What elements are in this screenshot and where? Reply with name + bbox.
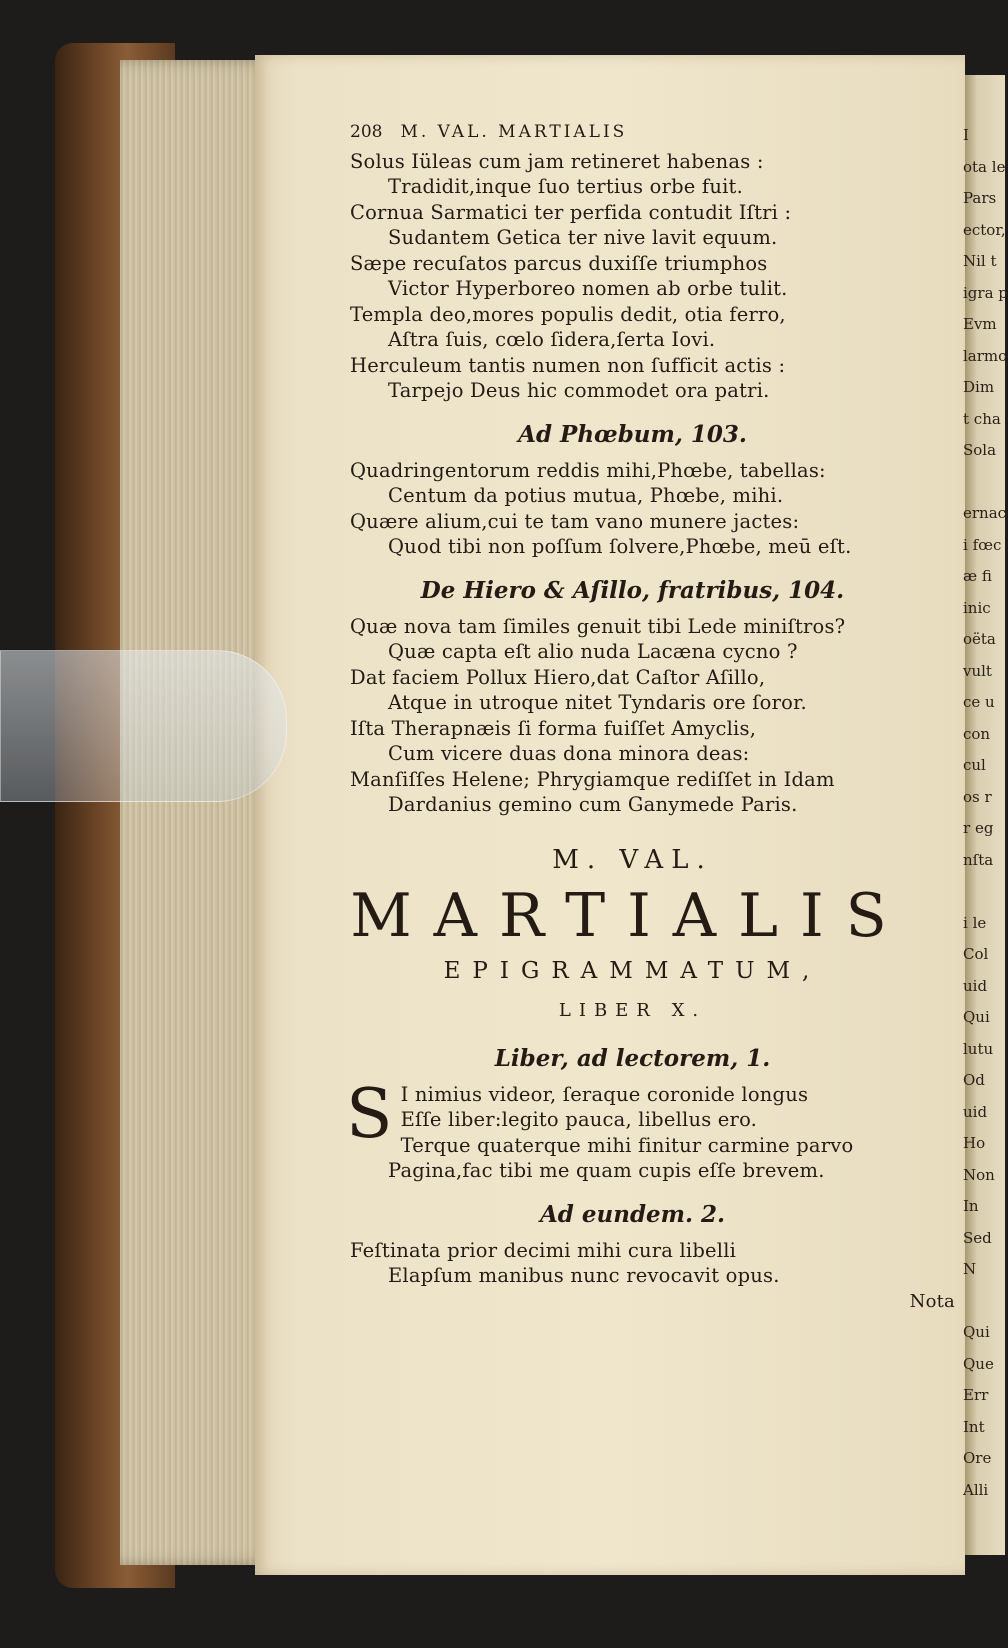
next-page-fragment: larmo bbox=[963, 346, 1008, 365]
verse-line: Tradidit,inque ſuo tertius orbe fuit. bbox=[388, 175, 743, 198]
verse-line: Manſiſſes Helene; Phrygiamque rediſſet in Idam bbox=[350, 767, 835, 791]
next-page-fragment: lutu bbox=[963, 1039, 994, 1058]
next-page-fragment: æ fi bbox=[963, 567, 992, 585]
next-page-fragment: i le bbox=[963, 913, 987, 932]
block1 bbox=[350, 149, 915, 404]
next-page-fragment: Err bbox=[963, 1386, 989, 1404]
verse-line: Quadringentorum reddis mihi,Phœbe, tabellas: bbox=[350, 458, 826, 482]
page-text bbox=[346, 120, 955, 1314]
next-page-fragment: cul bbox=[963, 756, 986, 774]
next-page-fragment: Qui bbox=[963, 1323, 990, 1341]
next-page-fragment: Sola bbox=[963, 441, 997, 459]
verse-line: Solus Iüleas cum jam retineret habenas : bbox=[350, 149, 764, 173]
verse-line: Templa deo,mores populis dedit, otia ferro, bbox=[350, 302, 786, 326]
verse-line: Tarpejo Deus hic commodet ora patri. bbox=[388, 379, 770, 402]
verse-line: Cum vicere duas dona minora deas: bbox=[388, 742, 750, 765]
drop-cap: S bbox=[346, 1074, 393, 1154]
next-page-fragment bbox=[963, 467, 1000, 499]
running-head bbox=[350, 120, 915, 146]
verse-line: Dardanius gemino cum Ganymede Paris. bbox=[388, 793, 798, 816]
book-name: MARTIALIS bbox=[350, 880, 909, 951]
verse-line: Feſtinata prior decimi mihi cura libelli bbox=[350, 1238, 737, 1262]
verse-line: Quæ capta eſt alio nuda Lacæna cycno ? bbox=[388, 640, 798, 663]
next-page-fragment: uid bbox=[963, 1102, 988, 1121]
verse-line: Terque quaterque mihi finitur carmine parvo bbox=[400, 1133, 854, 1157]
next-page-fragment: In bbox=[963, 1197, 979, 1215]
verse-line: Elapſum manibus nunc revocavit opus. bbox=[388, 1264, 780, 1287]
next-page-fragment: ce u bbox=[963, 693, 995, 711]
next-page-fragment: Evm bbox=[963, 315, 997, 333]
next-page-fragment: i fœc bbox=[963, 535, 1002, 554]
next-page-fragment: Pars bbox=[963, 189, 997, 207]
next-page-fragment: Od bbox=[963, 1071, 985, 1089]
next-page-fragment: Que bbox=[963, 1354, 994, 1373]
next-page-fragment: Col bbox=[963, 945, 989, 963]
verse-line: I nimius videor, ſeraque coronide longus bbox=[400, 1082, 809, 1106]
page-clip bbox=[0, 650, 287, 802]
verse-line: Quod tibi non poſſum ſolvere,Phœbe, meū eſt. bbox=[388, 535, 852, 558]
next-page-fragment: Alli bbox=[963, 1480, 989, 1499]
verse-line: Cornua Sarmatici ter perfida contudit Iſtri : bbox=[350, 200, 792, 224]
next-page-fragment: t cha bbox=[963, 409, 1001, 428]
next-page-fragment: ector, bbox=[963, 220, 1006, 239]
epigram-title: De Hiero & Aſillo, fratribus, 104. bbox=[420, 576, 845, 604]
verse-line: Eſſe liber:legito pauca, libellus ero. bbox=[400, 1108, 758, 1131]
epigram-title: Ad eundem. 2. bbox=[539, 1200, 726, 1228]
next-page-fragment bbox=[963, 876, 1000, 908]
next-page-fragment: Sed bbox=[963, 1228, 992, 1247]
book-subtitle: EPIGRAMMATUM, bbox=[443, 957, 822, 984]
next-page-fragment: Non bbox=[963, 1165, 995, 1184]
verse-line: Aſtra ſuis, cœlo ſidera,ſerta Iovi. bbox=[388, 328, 716, 351]
next-page-fragment: vult bbox=[963, 661, 992, 680]
next-page-fragment: ota le bbox=[963, 157, 1006, 176]
catchword: Nota bbox=[909, 1290, 955, 1312]
verse-line: Victor Hyperboreo nomen ab orbe tulit. bbox=[388, 277, 788, 300]
verse-line: Sudantem Getica ter nive lavit equum. bbox=[388, 226, 778, 249]
verse-line: Centum da potius mutua, Phœbe, mihi. bbox=[388, 484, 784, 507]
verse-line: Atque in utroque nitet Tyndaris ore ſoror. bbox=[388, 691, 807, 714]
verse-line: Sæpe recuſatos parcus duxiſſe triumphos bbox=[350, 251, 768, 275]
next-page-fragment: oëta bbox=[963, 630, 996, 648]
verse-line: Herculeum tantis numen non ſufficit actis : bbox=[350, 353, 786, 377]
next-page-fragment: Ore bbox=[963, 1449, 992, 1467]
verse-line: Quære alium,cui te tam vano munere jactes: bbox=[350, 509, 800, 533]
next-page-fragment: I bbox=[963, 126, 969, 144]
next-page-fragment: os r bbox=[963, 787, 992, 806]
next-page-fragment: Qui bbox=[963, 1008, 990, 1026]
epigram-2 bbox=[350, 1238, 915, 1289]
next-page-fragment: con bbox=[963, 724, 991, 743]
next-page-fragment: Ho bbox=[963, 1134, 986, 1152]
next-page-fragment: r eg bbox=[963, 819, 994, 837]
next-page-fragment: igra p bbox=[963, 283, 1008, 302]
epigram-1 bbox=[346, 1074, 915, 1184]
next-page-fragment: uid bbox=[963, 976, 988, 995]
epigram-104 bbox=[350, 614, 915, 818]
verse-line: Pagina,fac tibi me quam cupis eſſe brevem. bbox=[388, 1159, 825, 1182]
book-liber: LIBER X. bbox=[558, 999, 707, 1021]
next-page-fragment: nſta bbox=[963, 850, 994, 869]
next-page-fragments bbox=[963, 120, 1008, 1506]
next-page-fragment: Dim bbox=[963, 378, 995, 396]
next-page-fragment: Nil t bbox=[963, 252, 997, 270]
next-page-fragment bbox=[963, 1286, 1000, 1318]
next-page-fragment: N bbox=[963, 1260, 977, 1278]
verse-line: Quæ nova tam ſimiles genuit tibi Lede miniſtros? bbox=[350, 614, 846, 638]
verse-line: Dat faciem Pollux Hiero,dat Caſtor Aſillo, bbox=[350, 665, 766, 689]
book-author: M. VAL. bbox=[552, 844, 713, 875]
epigram-103 bbox=[350, 458, 915, 560]
page-number: 208 bbox=[350, 122, 383, 142]
epigram-title: Liber, ad lectorem, 1. bbox=[494, 1044, 771, 1072]
next-page-fragment: ernac bbox=[963, 504, 1007, 522]
verse-line: Iſta Therapnæis ſi forma fuiſſet Amyclis, bbox=[350, 716, 757, 740]
running-title: M. VAL. MARTIALIS bbox=[400, 122, 628, 142]
next-page-fragment: Int bbox=[963, 1417, 985, 1436]
next-page-fragment: inic bbox=[963, 598, 991, 617]
epigram-title: Ad Phœbum, 103. bbox=[518, 420, 747, 448]
